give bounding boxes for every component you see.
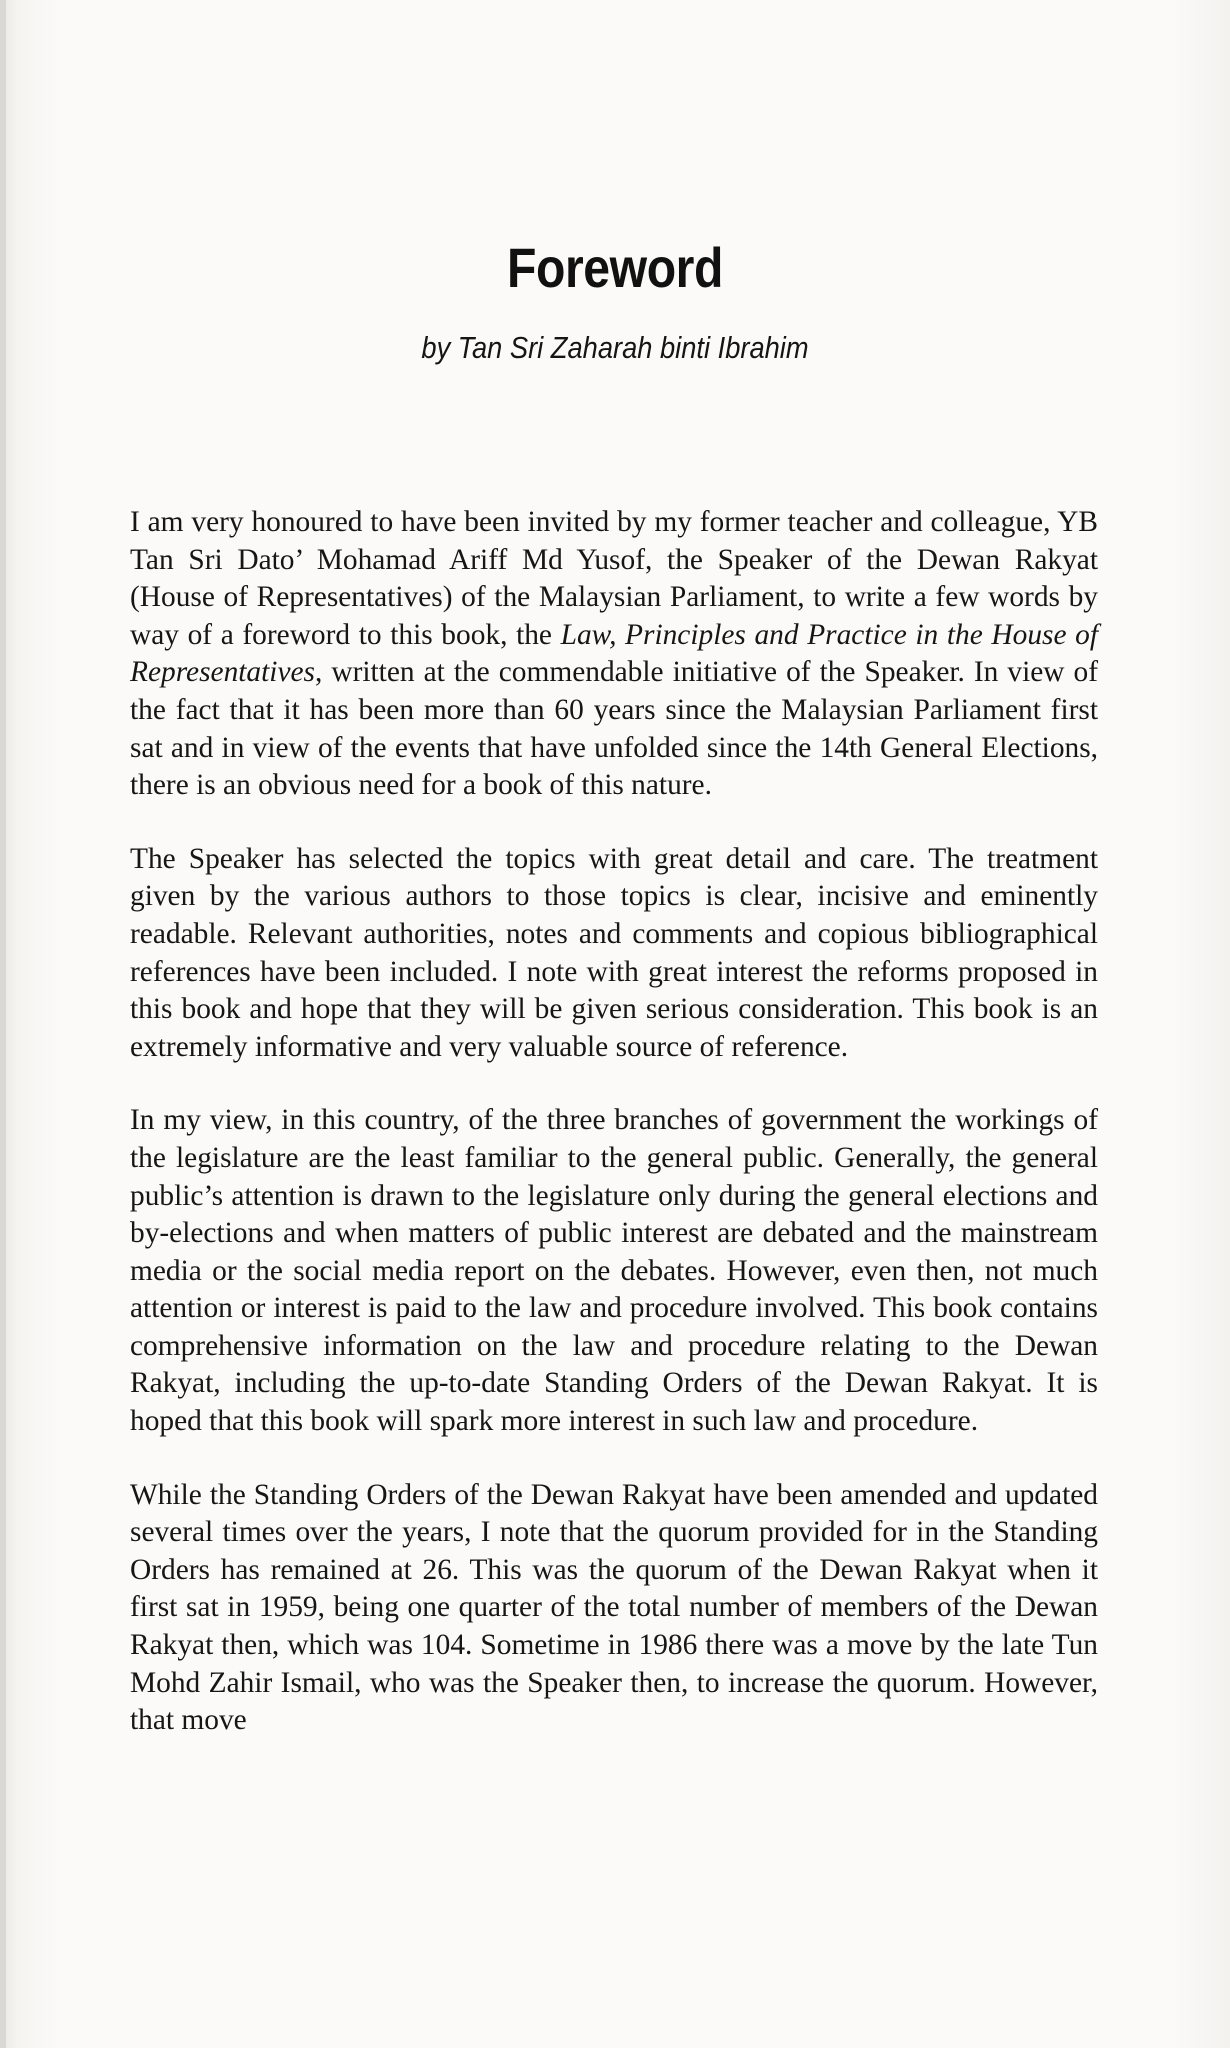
paragraph-1-text-end: , written at the commendable initiative of the Speaker. In view of the fact that it has been more than 60 years since the Malaysian Parliament first sat and in view of the events that have unfolded since the 14th General Elections, there is an obvious need for a book of this nature. — [130, 656, 1098, 802]
page-gutter — [0, 0, 6, 2048]
paragraph-3: In my view, in this country, of the three branches of government the workings of the legislature are the least familiar to the general public. Generally, the general public’s attention is drawn to the legislature only during the general elections and by-elections and when matters of public interest are debated and the mainstream media or the social media report on the debates. However, even then, not much attention or interest is paid to the law and procedure involved. This book contains comprehensive information on the law and procedure relating to the Dewan Rakyat, including the up-to-date Standing Orders of the Dewan Rakyat. It is hoped that this book will spark more interest in such law and procedure. — [130, 1104, 1098, 1438]
paragraph-1-text-start: I am very honoured to have been invited by my former teacher and colleague, YB Tan Sri Dato’ Mohamad Ariff Md Yusof, the Speaker of the Dewan Rakyat (House of Representatives) of the Malaysian Parliament, to write a few words by way of a foreword to this book, the — [130, 506, 1098, 651]
paragraph-4: While the Standing Orders of the Dewan Rakyat have been amended and updated several times over the years, I note that the quorum provided for in the Standing Orders has remained at 26. This was the quorum of the Dewan Rakyat when it first sat in 1959, being one quarter of the total number of members of the Dewan Rakyat then, which was 104. Sometime in 1986 there was a move by the late Tun Mohd Zahir Ismail, who was the Speaker then, to increase the quorum. However, that move — [130, 1478, 1098, 1737]
author-byline: by Tan Sri Zaharah binti Ibrahim — [421, 330, 809, 365]
paragraph-1 — [130, 504, 1098, 805]
foreword-body — [130, 504, 1098, 1776]
paragraph-2: The Speaker has selected the topics with great detail and care. The treatment given by the various authors to those topics is clear, incisive and eminently readable. Relevant authorities, notes and comments and copious bibliographical references have been included. I note with great interest the reforms proposed in this book and hope that they will be given serious consideration. This book is an extremely informative and very valuable source of reference. — [130, 842, 1098, 1063]
book-title-italic: Law, Principles and Practice in the House of Representatives — [130, 618, 1098, 689]
page-title: Foreword — [507, 236, 723, 299]
